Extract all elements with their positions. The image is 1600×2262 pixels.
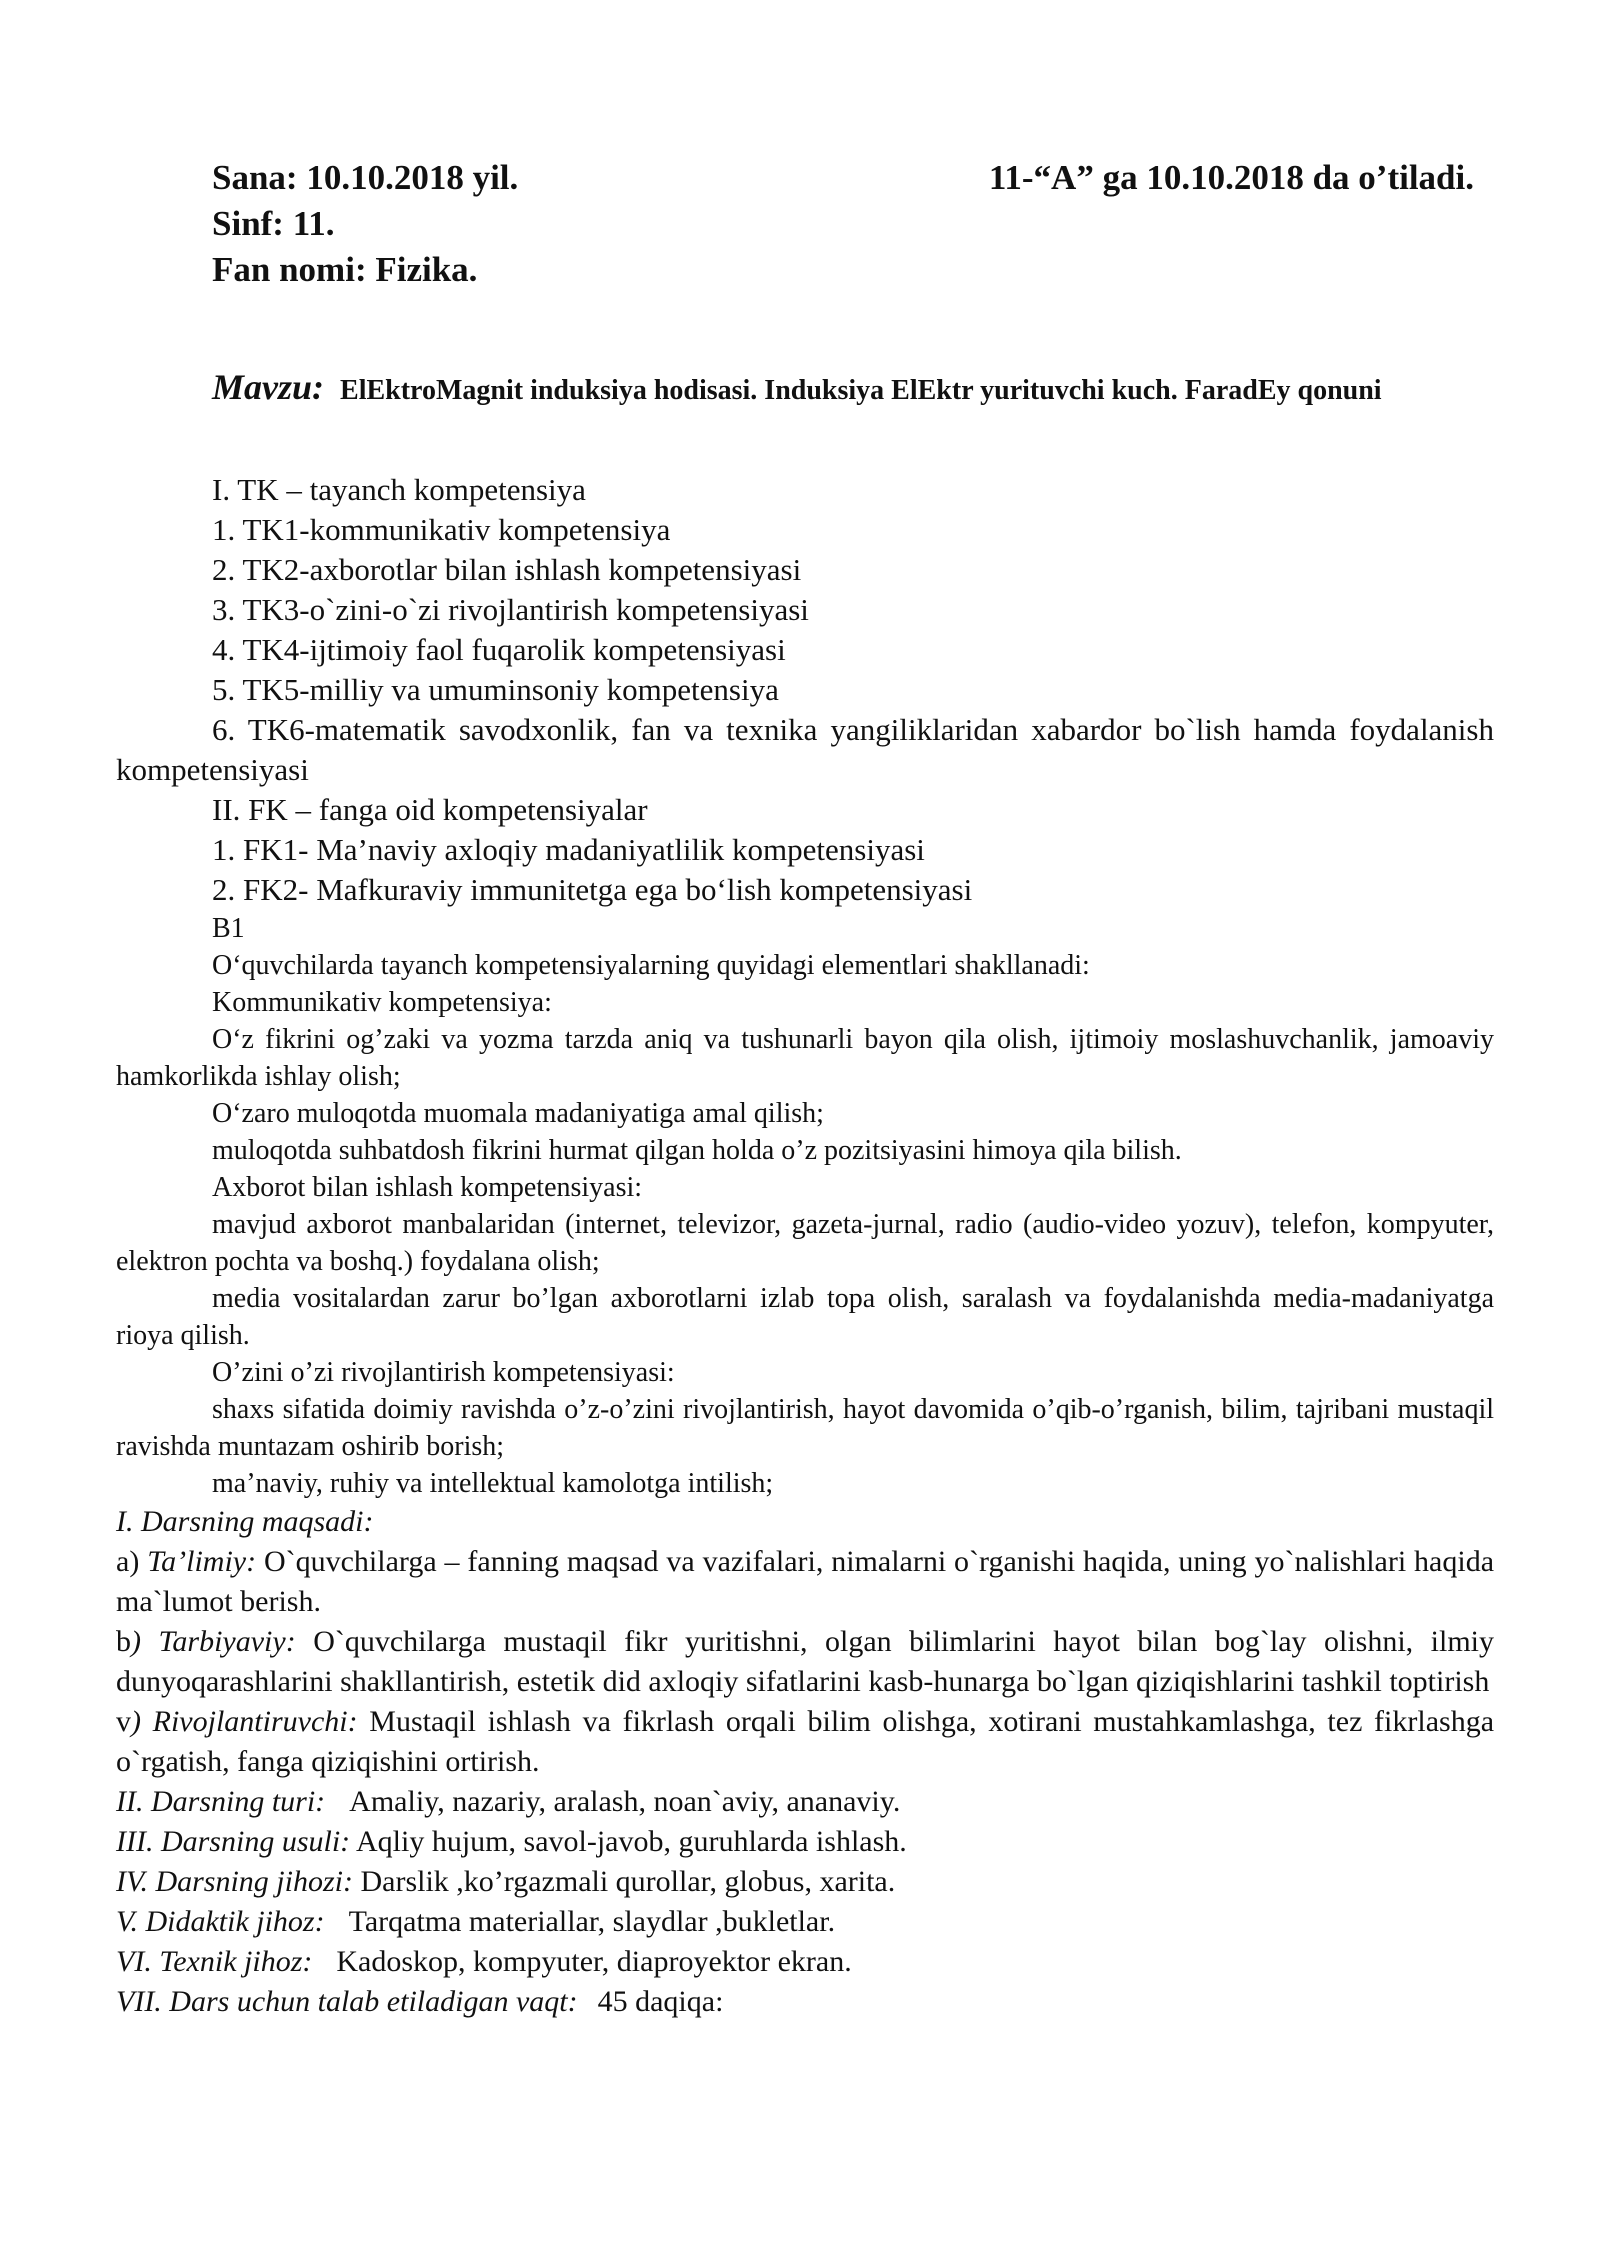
document-body <box>116 470 1494 2022</box>
goal-text: O`quvchilarga – fanning maqsad va vazifalari, nimalarni o`rganishi haqida, uning yo`nalishlari haqida ma`lumot berish. <box>116 1545 1495 1618</box>
info-value: Aqliy hujum, savol-javob, guruhlarda ishlash. <box>356 1825 907 1858</box>
info-label: V. Didaktik jihoz: <box>116 1905 325 1938</box>
element-line: O‘z fikrini og’zaki va yozma tarzda aniq va tushunarli bayon qila olish, ijtimoiy moslashuvchanlik, jamoaviy hamkorlikda ishlay olish; <box>116 1024 1494 1092</box>
goal-item <box>116 1702 1494 1782</box>
goal-text: Mustaqil ishlash va fikrlash orqali bilim olishga, xotirani mustahkamlashga, tez fikrlashga o`rgatish, fanga qiziqishini ortirish. <box>116 1705 1495 1778</box>
lesson-info-line <box>116 1862 1494 1902</box>
competency-line: 2. FK2- Mafkuraviy immunitetga ega bo‘lish kompetensiyasi <box>212 872 973 907</box>
competency-line: 4. TK4-ijtimoiy faol fuqarolik kompetensiyasi <box>212 632 786 667</box>
goals-heading: I. Darsning maqsadi: <box>116 1505 374 1538</box>
competency-line: I. TK – tayanch kompetensiya <box>212 472 586 507</box>
lesson-info-line <box>116 1982 1494 2022</box>
element-line: Axborot bilan ishlash kompetensiyasi: <box>212 1172 643 1203</box>
lesson-header <box>212 155 1474 293</box>
lesson-info-line <box>116 1942 1494 1982</box>
competency-line: 2. TK2-axborotlar bilan ishlash kompetensiyasi <box>212 552 802 587</box>
competency-line: 1. FK1- Ma’naviy axloqiy madaniyatlilik kompetensiyasi <box>212 832 925 867</box>
info-value: Darslik ,ko’rgazmali qurollar, globus, xarita. <box>360 1865 896 1898</box>
competency-line: 1. TK1-kommunikativ kompetensiya <box>212 512 671 547</box>
element-line: shaxs sifatida doimiy ravishda o’z-o’zini rivojlantirish, hayot davomida o’qib-o’rganish, bilim, tajribani mustaqil ravishda muntazam oshirib borish; <box>116 1394 1494 1462</box>
goal-prefix: b <box>116 1625 131 1658</box>
goal-label: ) Tarbiyaviy: <box>131 1625 296 1658</box>
element-line: Kommunikativ kompetensiya: <box>212 987 552 1018</box>
element-line: ma’naviy, ruhiy va intellektual kamolotga intilish; <box>212 1468 774 1499</box>
info-label: III. Darsning usuli: <box>116 1825 351 1858</box>
info-label: II. Darsning turi: <box>116 1785 326 1818</box>
element-line: mavjud axborot manbalaridan (internet, televizor, gazeta-jurnal, radio (audio-video yozuv), telefon, kompyuter, elektron pochta va boshq.) foydalana olish; <box>116 1209 1494 1277</box>
competency-line: 5. TK5-milliy va umuminsoniy kompetensiya <box>212 672 779 707</box>
lesson-info-line <box>116 1822 1494 1862</box>
element-line: O‘zaro muloqotda muomala madaniyatiga amal qilish; <box>212 1098 824 1129</box>
info-value: Tarqatma materiallar, slaydlar ,bukletlar. <box>348 1905 836 1938</box>
competency-line: II. FK – fanga oid kompetensiyalar <box>212 792 648 827</box>
info-value: Amaliy, nazariy, aralash, noan`aviy, ananaviy. <box>349 1785 901 1818</box>
topic-label: Mavzu: <box>212 367 325 407</box>
lesson-info-line <box>116 1782 1494 1822</box>
goal-label: ) Rivojlantiruvchi: <box>131 1705 358 1738</box>
subject-name: Fan nomi: Fizika. <box>212 250 478 289</box>
grade: Sinf: 11. <box>212 204 335 243</box>
info-value: 45 daqiqa: <box>597 1985 724 2018</box>
goal-item <box>116 1542 1494 1622</box>
goal-item <box>116 1622 1494 1702</box>
info-label: VII. Dars uchun talab etiladigan vaqt: <box>116 1985 578 2018</box>
lesson-topic <box>116 368 1494 410</box>
goal-label: Ta’limiy: <box>147 1545 257 1578</box>
lesson-date: Sana: 10.10.2018 yil. <box>212 158 519 197</box>
element-line: muloqotda suhbatdosh fikrini hurmat qilgan holda o’z pozitsiyasini himoya qila bilish. <box>212 1135 1182 1166</box>
topic-text: ElEktroMagnit induksiya hodisasi. Induksiya ElEktr yurituvchi kuch. FaradEy qonuni <box>340 375 1382 406</box>
element-line: O‘quvchilarda tayanch kompetensiyalarning quyidagi elementlari shakllanadi: <box>212 950 1090 981</box>
goal-prefix: v <box>116 1705 131 1738</box>
element-line: media vositalardan zarur bo’lgan axborotlarni izlab topa olish, saralash va foydalanishda media-madaniyatga rioya qilish. <box>116 1283 1494 1351</box>
competency-line: 6. TK6-matematik savodxonlik, fan va texnika yangiliklaridan xabardor bo`lish hamda foydalanish kompetensiyasi <box>116 712 1494 787</box>
class-schedule: 11-“A” ga 10.10.2018 da o’tiladi. <box>988 158 1474 197</box>
goal-prefix: a) <box>116 1545 148 1578</box>
lesson-info-line <box>116 1902 1494 1942</box>
goal-text: O`quvchilarga mustaqil fikr yuritishni, olgan bilimlarini hayot bilan bog`lay olishni, ilmiy dunyoqarashlarini shakllantirish, estetik did axloqiy sifatlarini kasb-hunarga bo`lgan qiziqishlarini tashkil toptirish <box>116 1625 1495 1698</box>
element-line: B1 <box>212 913 245 944</box>
info-label: VI. Texnik jihoz: <box>116 1945 313 1978</box>
competency-line: 3. TK3-o`zini-o`zi rivojlantirish kompetensiyasi <box>212 592 809 627</box>
info-value: Kadoskop, kompyuter, diaproyektor ekran. <box>336 1945 852 1978</box>
info-label: IV. Darsning jihozi: <box>116 1865 353 1898</box>
element-line: O’zini o’zi rivojlantirish kompetensiyasi: <box>212 1357 675 1388</box>
